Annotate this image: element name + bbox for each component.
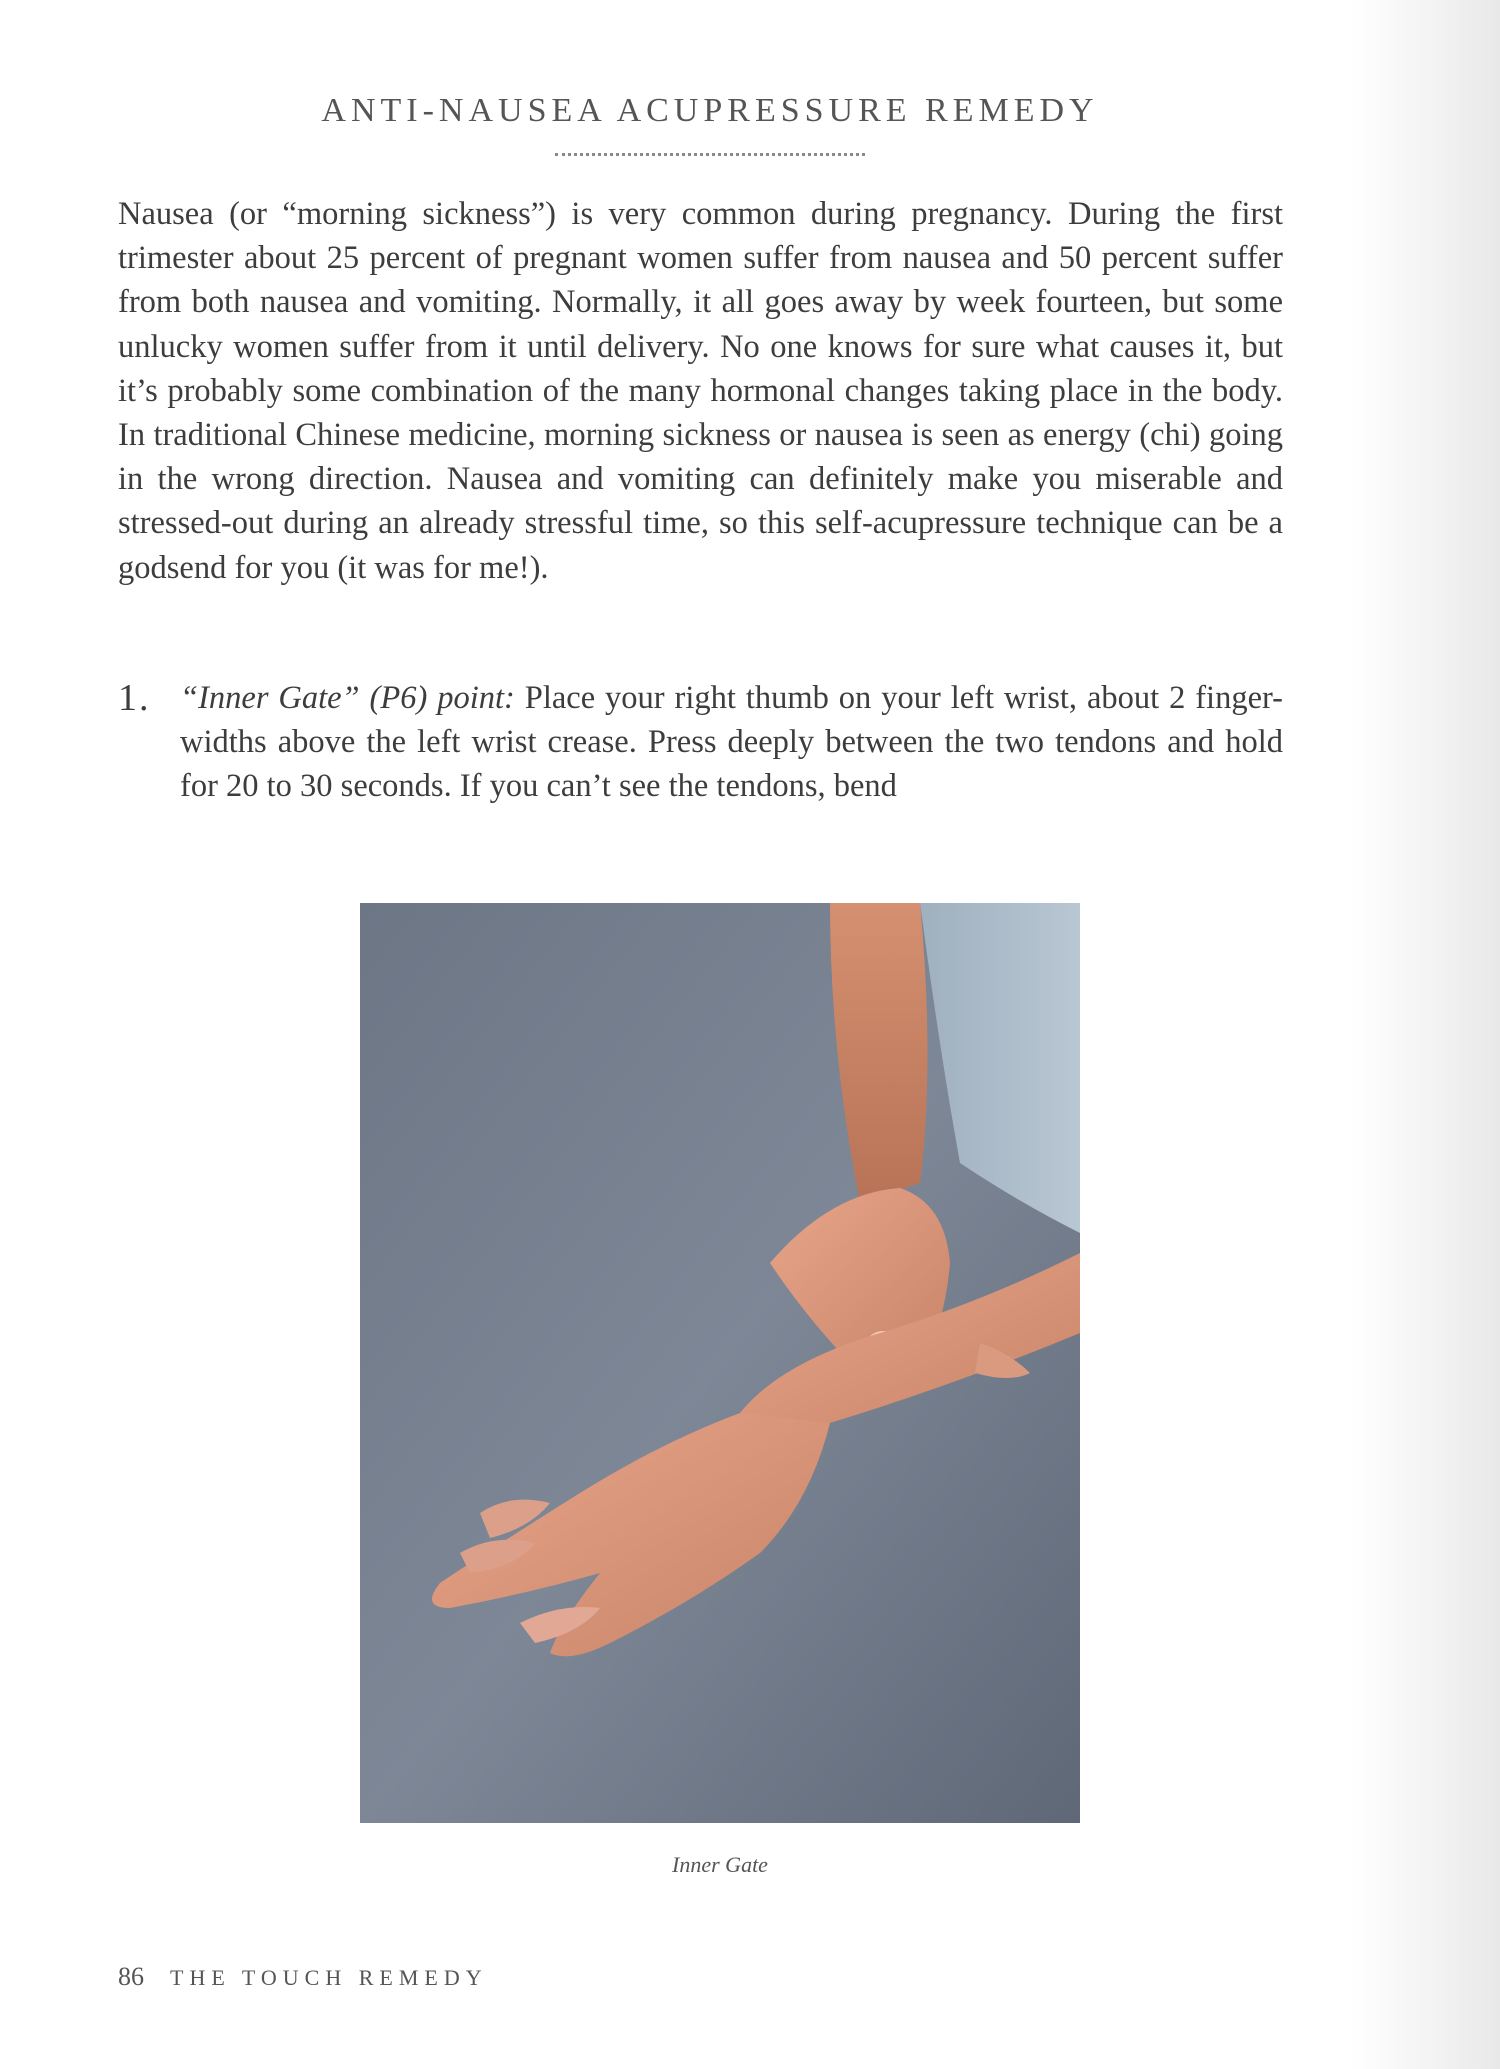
intro-paragraph: Nausea (or “morning sickness”) is very common during pregnancy. During the first trimester about 25 percent of pregnant women suffer from nausea and 50 percent suffer from both nausea and vomiting. Normally, it all goes away by week fourteen, but some unlucky women suffer from it until delivery. No one knows for sure what causes it, but it’s probably some combination of the many hormonal changes taking place in the body. In traditional Chinese medicine, morning sickness or nausea is seen as energy (chi) going in the wrong direction. Nausea and vomiting can definitely make you miserable and stressed-out during an already stressful time, so this self-acupressure technique can be a godsend for you (it was for me!).	[118, 196, 1283, 586]
running-head: THE TOUCH REMEDY	[170, 1965, 488, 1990]
step-text: Place your right thumb on your left wrist, about 2 finger-widths above the left wrist crease. Press deeply between the two tendons and hold for 20 to 30 seconds. If you can’t see the tendons, bend	[180, 680, 1283, 805]
page-footer	[118, 1962, 488, 1992]
step-item	[118, 676, 1283, 809]
inner-gate-photo	[360, 903, 1080, 1823]
photo-caption: Inner Gate	[672, 1852, 768, 1877]
step-body	[180, 676, 1283, 809]
page-number: 86	[118, 1962, 144, 1991]
section-heading: ANTI-NAUSEA ACUPRESSURE REMEDY	[321, 92, 1099, 129]
heading-dotted-rule	[555, 153, 865, 156]
step-number: 1.	[118, 677, 151, 719]
step-title: “Inner Gate” (P6) point:	[180, 680, 515, 716]
